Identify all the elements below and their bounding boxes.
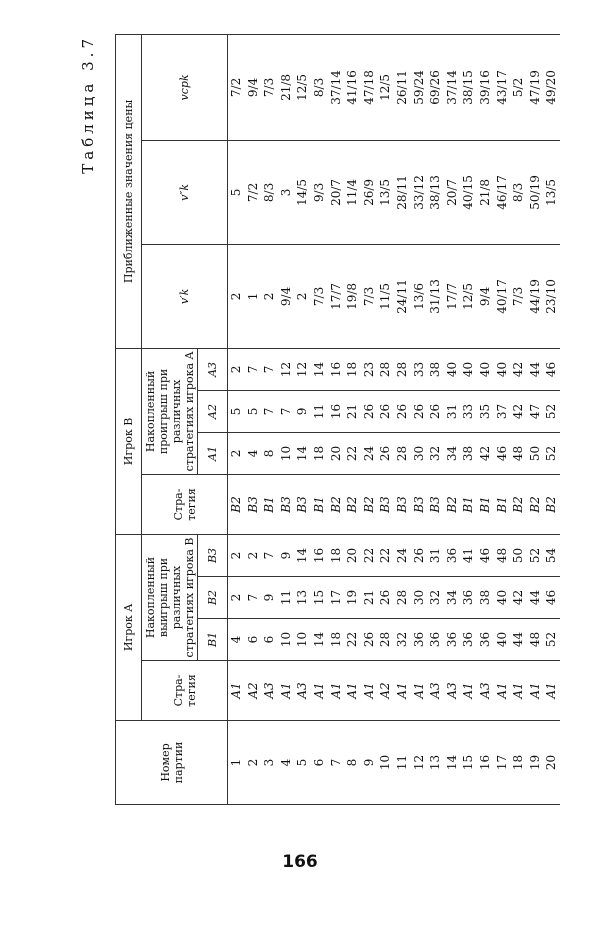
table-cell: 37/14 bbox=[328, 70, 343, 105]
col-k bbox=[228, 721, 560, 805]
table-cell: 13/5 bbox=[544, 178, 559, 206]
table-cell: B3 bbox=[295, 496, 310, 513]
table-cell: 44 bbox=[527, 589, 542, 606]
table-cell: 31 bbox=[444, 403, 459, 420]
table-cell: 35 bbox=[477, 403, 492, 420]
table-cell: 16 bbox=[328, 403, 343, 420]
table-cell: 36 bbox=[444, 631, 459, 648]
column-values bbox=[228, 349, 560, 390]
table-cell: 11/5 bbox=[378, 282, 393, 310]
table-cell: B3 bbox=[411, 496, 426, 513]
table-cell: 40/15 bbox=[461, 175, 476, 210]
table-cell: 46 bbox=[544, 361, 559, 378]
table-cell: 9/4 bbox=[278, 286, 293, 307]
table-cell: B3 bbox=[245, 496, 260, 513]
table-cell: 42 bbox=[477, 445, 492, 462]
table-cell: 5 bbox=[295, 758, 310, 767]
table-cell: 14/5 bbox=[295, 178, 310, 206]
table-cell: 52 bbox=[544, 403, 559, 420]
col-loss-a3 bbox=[228, 348, 560, 390]
table-cell: 7/3 bbox=[262, 77, 277, 98]
table-cell: 46/17 bbox=[494, 175, 509, 210]
table-cell: 7 bbox=[245, 365, 260, 374]
table-cell: 13 bbox=[295, 589, 310, 606]
table-cell: 28 bbox=[394, 589, 409, 606]
table-cell: A1 bbox=[544, 682, 559, 699]
table-cell: 10 bbox=[295, 631, 310, 648]
table-cell: 21 bbox=[345, 403, 360, 420]
table-cell: B1 bbox=[262, 496, 277, 513]
table-cell: 32 bbox=[394, 631, 409, 648]
table-cell: 9 bbox=[295, 407, 310, 416]
table-cell: 40 bbox=[494, 631, 509, 648]
table-cell: A3 bbox=[428, 682, 443, 699]
table-cell: 40 bbox=[477, 361, 492, 378]
table-cell: 4 bbox=[245, 449, 260, 458]
table-cell: 26 bbox=[411, 403, 426, 420]
table-cell: 18 bbox=[511, 754, 526, 771]
table-cell: 21/8 bbox=[278, 73, 293, 101]
table-cell: A1 bbox=[394, 682, 409, 699]
table-cell: 26 bbox=[394, 403, 409, 420]
table-cell: 8/3 bbox=[311, 77, 326, 98]
table-cell: 26 bbox=[378, 403, 393, 420]
table-cell: 9 bbox=[278, 551, 293, 560]
table-cell: 18 bbox=[328, 631, 343, 648]
table-cell: 8 bbox=[262, 449, 277, 458]
table-cell: 36 bbox=[477, 631, 492, 648]
table-cell: 52 bbox=[544, 445, 559, 462]
table-cell: 40 bbox=[494, 361, 509, 378]
table-cell: 16 bbox=[328, 361, 343, 378]
table-cell: B1 bbox=[311, 496, 326, 513]
table-cell: 23 bbox=[361, 361, 376, 378]
header-b2: B2 bbox=[198, 577, 228, 619]
table-cell: B3 bbox=[394, 496, 409, 513]
table-cell: 32 bbox=[428, 589, 443, 606]
table-cell: 26 bbox=[361, 631, 376, 648]
table-cell: 32 bbox=[428, 445, 443, 462]
table-cell: 10 bbox=[278, 445, 293, 462]
table-cell: A1 bbox=[527, 682, 542, 699]
table-cell: 48 bbox=[527, 631, 542, 648]
table-cell: 10 bbox=[278, 631, 293, 648]
table-cell: 5 bbox=[245, 407, 260, 416]
table-cell: 16 bbox=[477, 754, 492, 771]
table-cell: 9/4 bbox=[477, 286, 492, 307]
table-cell: 46 bbox=[494, 445, 509, 462]
table-cell: 26 bbox=[411, 547, 426, 564]
table-cell: 31/13 bbox=[428, 279, 443, 314]
table-cell: 41 bbox=[461, 547, 476, 564]
table-cell: 7/3 bbox=[511, 286, 526, 307]
table-cell: B2 bbox=[229, 496, 243, 513]
header-approx-values: Приближенные значения цены bbox=[116, 34, 142, 348]
table-cell: 6 bbox=[245, 635, 260, 644]
table-cell: 48 bbox=[494, 547, 509, 564]
col-v-avg bbox=[228, 34, 560, 140]
table-cell: 52 bbox=[544, 631, 559, 648]
header-a1: A1 bbox=[198, 432, 228, 474]
table-cell: A1 bbox=[511, 682, 526, 699]
table-cell: B2 bbox=[444, 496, 459, 513]
table-cell: B2 bbox=[328, 496, 343, 513]
table-cell: 9 bbox=[361, 758, 376, 767]
table-cell: 59/24 bbox=[411, 70, 426, 105]
table-cell: 12 bbox=[295, 361, 310, 378]
col-win-b3 bbox=[228, 534, 560, 576]
table-cell: 14 bbox=[295, 445, 310, 462]
table-cell: 50 bbox=[511, 547, 526, 564]
table-cell: A2 bbox=[245, 682, 260, 699]
table-cell: A3 bbox=[477, 682, 492, 699]
table-cell: 15 bbox=[461, 754, 476, 771]
table-cell: 12/5 bbox=[378, 73, 393, 101]
table-cell: 9/3 bbox=[311, 182, 326, 203]
table-cell: 38/13 bbox=[428, 175, 443, 210]
table-cell: 19 bbox=[345, 589, 360, 606]
table-cell: 47 bbox=[527, 403, 542, 420]
table-cell: 36 bbox=[411, 631, 426, 648]
table-cell: 21/8 bbox=[477, 178, 492, 206]
col-loss-a1 bbox=[228, 432, 560, 474]
table-cell: 36 bbox=[444, 547, 459, 564]
table-cell: 26/9 bbox=[361, 178, 376, 206]
col-loss-a2 bbox=[228, 390, 560, 432]
table-cell: 1 bbox=[245, 292, 260, 301]
header-strategy-a: Стра-тегия bbox=[142, 661, 228, 721]
col-strategy-a bbox=[228, 661, 560, 721]
table-cell: 26 bbox=[428, 403, 443, 420]
page-number: 166 bbox=[282, 852, 318, 872]
column-values bbox=[228, 35, 560, 140]
table-cell: 14 bbox=[311, 631, 326, 648]
table-cell: 48 bbox=[511, 445, 526, 462]
table-cell: 20 bbox=[544, 754, 559, 771]
table-cell: 44 bbox=[527, 361, 542, 378]
table-cell: B1 bbox=[494, 496, 509, 513]
header-v-high: v″k bbox=[142, 140, 228, 244]
table-cell: 22 bbox=[378, 547, 393, 564]
table-cell: 5 bbox=[229, 407, 243, 416]
table-cell: 33 bbox=[411, 361, 426, 378]
table-cell: 38 bbox=[428, 361, 443, 378]
table-cell: 8/3 bbox=[262, 182, 277, 203]
table-cell: A2 bbox=[378, 682, 393, 699]
table-cell: 19 bbox=[527, 754, 542, 771]
table-cell: 7 bbox=[245, 593, 260, 602]
table-cell: 24/11 bbox=[394, 279, 409, 314]
table-cell: B3 bbox=[378, 496, 393, 513]
table-cell: 4 bbox=[229, 635, 243, 644]
table-cell: 7/3 bbox=[361, 286, 376, 307]
table-cell: 19/8 bbox=[345, 282, 360, 310]
header-accumulated-loss: Накопленный проигрыш при различных стратегиях игрока A bbox=[142, 348, 198, 474]
table-cell: 9 bbox=[262, 593, 277, 602]
header-v-avg: vсрk bbox=[142, 34, 228, 140]
col-win-b2 bbox=[228, 577, 560, 619]
table-cell: 18 bbox=[311, 445, 326, 462]
table-cell: 2 bbox=[229, 449, 243, 458]
table-cell: 38 bbox=[461, 445, 476, 462]
table-cell: 36 bbox=[461, 589, 476, 606]
table-cell: 12 bbox=[411, 754, 426, 771]
table-cell: 10 bbox=[378, 754, 393, 771]
table-cell: 46 bbox=[477, 547, 492, 564]
table-cell: 12/5 bbox=[295, 73, 310, 101]
game-table bbox=[115, 34, 560, 805]
table-cell: 44/19 bbox=[527, 279, 542, 314]
table-cell: 41/16 bbox=[345, 70, 360, 105]
table-cell: 33 bbox=[461, 403, 476, 420]
column-values bbox=[228, 433, 560, 474]
table-cell: 2 bbox=[295, 292, 310, 301]
table-cell: 46 bbox=[544, 589, 559, 606]
table-cell: 36 bbox=[428, 631, 443, 648]
table-cell: A1 bbox=[411, 682, 426, 699]
table-cell: B2 bbox=[527, 496, 542, 513]
table-cell: 31 bbox=[428, 547, 443, 564]
table-cell: B2 bbox=[361, 496, 376, 513]
table-cell: 37/14 bbox=[444, 70, 459, 105]
table-cell: 28/11 bbox=[394, 175, 409, 210]
table-cell: 12/5 bbox=[461, 282, 476, 310]
table-cell: 20 bbox=[328, 445, 343, 462]
table-cell: A1 bbox=[328, 682, 343, 699]
table-cell: 1 bbox=[229, 758, 243, 767]
table-cell: 11 bbox=[311, 403, 326, 420]
table-cell: 39/16 bbox=[477, 70, 492, 105]
table-cell: B1 bbox=[477, 496, 492, 513]
table-cell: 9/4 bbox=[245, 77, 260, 98]
column-values bbox=[228, 535, 560, 576]
table-cell: 7 bbox=[328, 758, 343, 767]
table-cell: 40 bbox=[461, 361, 476, 378]
table-cell: 7/2 bbox=[229, 77, 243, 98]
table-cell: 28 bbox=[378, 631, 393, 648]
header-b3: B3 bbox=[198, 534, 228, 576]
table-cell: 17 bbox=[328, 589, 343, 606]
table-cell: 4 bbox=[278, 758, 293, 767]
table-cell: 69/26 bbox=[428, 70, 443, 105]
table-cell: 26 bbox=[378, 589, 393, 606]
header-b1: B1 bbox=[198, 619, 228, 661]
table-cell: 21 bbox=[361, 589, 376, 606]
table-cell: 44 bbox=[511, 631, 526, 648]
table-cell: 11 bbox=[278, 589, 293, 606]
table-cell: B2 bbox=[511, 496, 526, 513]
table-cell: 7 bbox=[262, 551, 277, 560]
table-cell: 7/2 bbox=[245, 182, 260, 203]
table-cell: 52 bbox=[527, 547, 542, 564]
table-cell: 7/3 bbox=[311, 286, 326, 307]
table-cell: 49/20 bbox=[544, 70, 559, 105]
table-cell: 28 bbox=[394, 361, 409, 378]
table-cell: 17/7 bbox=[328, 282, 343, 310]
table-cell: 2 bbox=[245, 551, 260, 560]
table-cell: 16 bbox=[311, 547, 326, 564]
column-values bbox=[228, 577, 560, 618]
table-cell: 2 bbox=[245, 758, 260, 767]
table-cell: 6 bbox=[311, 758, 326, 767]
table-cell: A3 bbox=[444, 682, 459, 699]
header-v-low: v′k bbox=[142, 244, 228, 348]
header-a3: A3 bbox=[198, 348, 228, 390]
table-cell: A1 bbox=[311, 682, 326, 699]
table-cell: 7 bbox=[278, 407, 293, 416]
table-cell: 3 bbox=[278, 188, 293, 197]
header-accumulated-win: Накопленный выигрыш при различных стратегиях игрока B bbox=[142, 534, 198, 660]
header-game-number: Номер партии bbox=[116, 721, 228, 805]
table-cell: A1 bbox=[361, 682, 376, 699]
col-v-low bbox=[228, 244, 560, 348]
table-cell: 38 bbox=[477, 589, 492, 606]
column-values bbox=[228, 141, 560, 244]
table-cell: A3 bbox=[262, 682, 277, 699]
table-cell: 20 bbox=[345, 547, 360, 564]
table-cell: 40 bbox=[444, 361, 459, 378]
column-values bbox=[228, 391, 560, 432]
table-cell: B3 bbox=[428, 496, 443, 513]
table-cell: 38/15 bbox=[461, 70, 476, 105]
table-cell: 13/5 bbox=[378, 178, 393, 206]
table-cell: 54 bbox=[544, 547, 559, 564]
table-cell: 40 bbox=[494, 589, 509, 606]
column-values bbox=[228, 661, 560, 720]
table-cell: 3 bbox=[262, 758, 277, 767]
table-cell: B2 bbox=[345, 496, 360, 513]
header-player-a: Игрок A bbox=[116, 534, 142, 720]
header-a2: A2 bbox=[198, 390, 228, 432]
table-cell: B3 bbox=[278, 496, 293, 513]
table-cell: 7 bbox=[262, 407, 277, 416]
table-cell: 30 bbox=[411, 445, 426, 462]
column-values bbox=[228, 619, 560, 660]
table-cell: 2 bbox=[229, 593, 243, 602]
table-cell: 8/3 bbox=[511, 182, 526, 203]
header-strategy-b: Стра-тегия bbox=[142, 474, 228, 534]
table-cell: 5/2 bbox=[511, 77, 526, 98]
table-cell: 2 bbox=[229, 365, 243, 374]
table-cell: B2 bbox=[544, 496, 559, 513]
header-player-b: Игрок B bbox=[116, 348, 142, 534]
rotated-table-sheet bbox=[75, 35, 559, 805]
table-cell: 37 bbox=[494, 403, 509, 420]
table-cell: 18 bbox=[345, 361, 360, 378]
table-body-row bbox=[228, 34, 560, 804]
table-cell: 26/11 bbox=[394, 70, 409, 105]
table-cell: 34 bbox=[444, 445, 459, 462]
table-cell: 18 bbox=[328, 547, 343, 564]
table-cell: 42 bbox=[511, 361, 526, 378]
table-cell: 28 bbox=[378, 361, 393, 378]
table-cell: 34 bbox=[444, 589, 459, 606]
table-cell: 36 bbox=[461, 631, 476, 648]
table-cell: 20/7 bbox=[328, 178, 343, 206]
table-cell: 11/4 bbox=[345, 178, 360, 206]
table-cell: 24 bbox=[361, 445, 376, 462]
table-cell: 40/17 bbox=[494, 279, 509, 314]
table-cell: 22 bbox=[345, 445, 360, 462]
table-cell: A1 bbox=[461, 682, 476, 699]
column-values bbox=[228, 245, 560, 348]
table-cell: 43/17 bbox=[494, 70, 509, 105]
table-cell: 13/6 bbox=[411, 282, 426, 310]
column-values bbox=[228, 721, 560, 804]
table-cell: 7 bbox=[262, 365, 277, 374]
table-cell: 33/12 bbox=[411, 175, 426, 210]
table-cell: 24 bbox=[394, 547, 409, 564]
table-cell: 14 bbox=[295, 547, 310, 564]
table-cell: 26 bbox=[361, 403, 376, 420]
table-cell: 5 bbox=[229, 188, 243, 197]
column-values bbox=[228, 475, 560, 534]
table-cell: 6 bbox=[262, 635, 277, 644]
table-cell: 30 bbox=[411, 589, 426, 606]
table-cell: B1 bbox=[461, 496, 476, 513]
col-v-high bbox=[228, 140, 560, 244]
table-cell: 14 bbox=[311, 361, 326, 378]
table-cell: 22 bbox=[345, 631, 360, 648]
table-cell: 50/19 bbox=[527, 175, 542, 210]
table-cell: 42 bbox=[511, 403, 526, 420]
table-cell: A1 bbox=[345, 682, 360, 699]
table-cell: 47/19 bbox=[527, 70, 542, 105]
table-cell: 17 bbox=[494, 754, 509, 771]
table-caption: Таблица 3.7 bbox=[79, 35, 97, 174]
table-cell: 8 bbox=[345, 758, 360, 767]
table-cell: 12 bbox=[278, 361, 293, 378]
table-cell: 15 bbox=[311, 589, 326, 606]
table-cell: A1 bbox=[278, 682, 293, 699]
table-cell: 22 bbox=[361, 547, 376, 564]
table-cell: 28 bbox=[394, 445, 409, 462]
table-cell: 23/10 bbox=[544, 279, 559, 314]
table-cell: 11 bbox=[394, 754, 409, 771]
table-cell: 14 bbox=[444, 754, 459, 771]
col-strategy-b bbox=[228, 474, 560, 534]
table-cell: 2 bbox=[262, 292, 277, 301]
table-cell: A1 bbox=[494, 682, 509, 699]
table-cell: 17/7 bbox=[444, 282, 459, 310]
table-cell: 13 bbox=[428, 754, 443, 771]
table-cell: 47/18 bbox=[361, 70, 376, 105]
table-cell: 50 bbox=[527, 445, 542, 462]
table-cell: 20/7 bbox=[444, 178, 459, 206]
table-cell: 42 bbox=[511, 589, 526, 606]
table-cell: 2 bbox=[229, 292, 243, 301]
table-cell: 2 bbox=[229, 551, 243, 560]
table-cell: 26 bbox=[378, 445, 393, 462]
col-win-b1 bbox=[228, 619, 560, 661]
table-cell: A1 bbox=[229, 682, 243, 699]
table-cell: A3 bbox=[295, 682, 310, 699]
